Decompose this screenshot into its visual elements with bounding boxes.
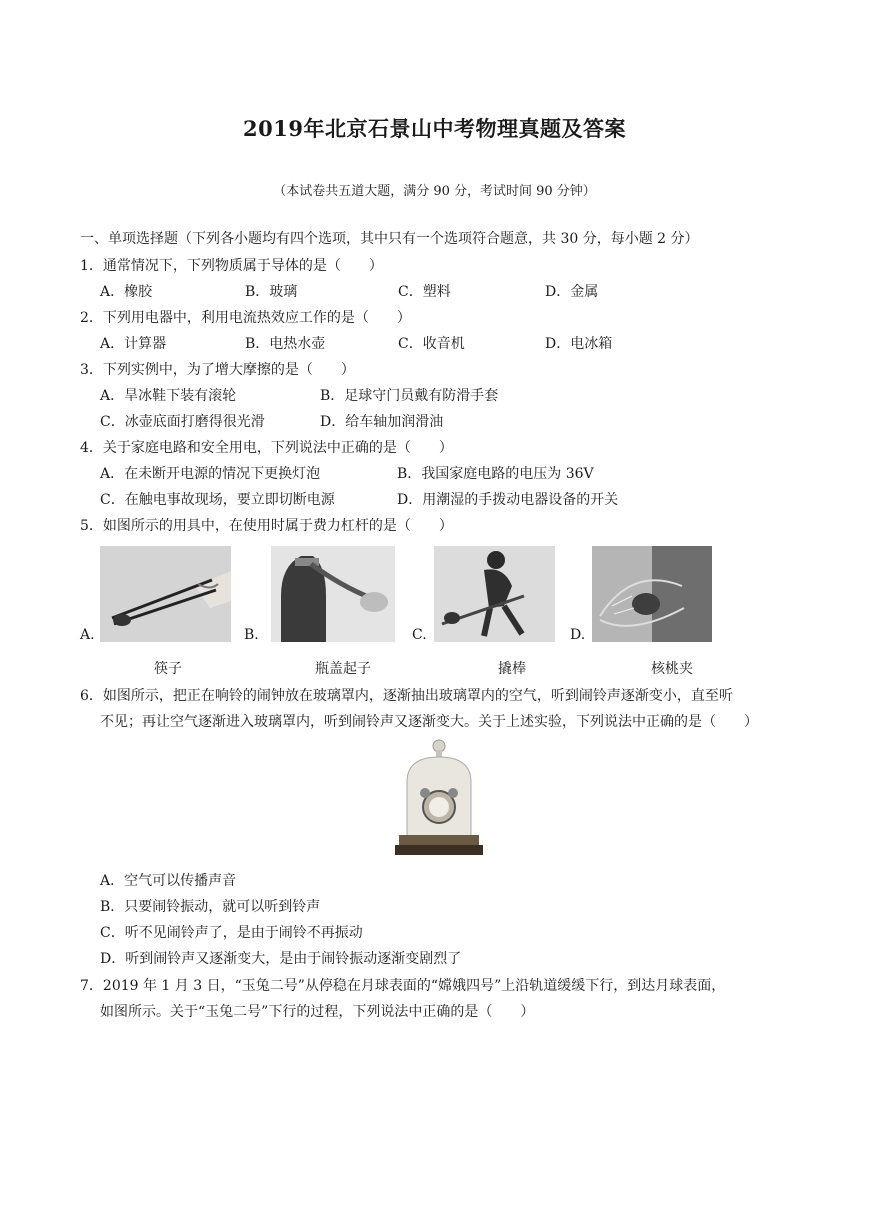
question-6-stem-line1: 6．如图所示，把正在响铃的闹钟放在玻璃罩内，逐渐抽出玻璃罩内的空气，听到闹铃声逐渐变小，直至听 <box>80 688 733 704</box>
figure-a-letter: A. <box>80 627 95 643</box>
caption-chopsticks: 筷子 <box>154 661 182 677</box>
question-1-option-c: C．塑料 <box>398 284 451 300</box>
question-5-stem: 5．如图所示的用具中，在使用时属于费力杠杆的是（ ） <box>80 518 453 534</box>
crowbar-photo <box>434 546 555 642</box>
question-7-stem-line2: 如图所示。关于“玉兔二号”下行的过程，下列说法中正确的是（ ） <box>100 1004 535 1020</box>
figure-c-letter: C. <box>412 627 427 643</box>
question-1-option-a: A．橡胶 <box>100 284 153 300</box>
caption-crowbar: 撬棒 <box>498 661 526 677</box>
question-2-option-d: D．电冰箱 <box>545 336 613 352</box>
question-4-option-b: B．我国家庭电路的电压为 36V <box>397 466 594 482</box>
question-6-option-d: D．听到闹铃声又逐渐变大，是由于闹铃振动逐渐变剧烈了 <box>100 951 462 967</box>
question-1-option-b: B．玻璃 <box>245 284 298 300</box>
figure-b-letter: B. <box>244 627 259 643</box>
question-1-option-d: D．金属 <box>545 284 599 300</box>
question-7-stem-line1: 7．2019 年 1 月 3 日，“玉兔二号”从停稳在月球表面的“嫦娥四号”上沿轨道缓缓下行，到达月球表面， <box>80 978 726 994</box>
question-2-option-a: A．计算器 <box>100 336 167 352</box>
caption-nutcracker: 核桃夹 <box>651 661 693 677</box>
exam-subtitle: （本试卷共五道大题，满分 90 分，考试时间 90 分钟） <box>273 184 596 199</box>
question-6-option-c: C．听不见闹铃声了，是由于闹铃不再振动 <box>100 925 363 941</box>
question-2-stem: 2．下列用电器中，利用电流热效应工作的是（ ） <box>80 310 411 326</box>
question-3-option-b: B．足球守门员戴有防滑手套 <box>320 388 499 404</box>
figure-d-letter: D. <box>570 627 586 643</box>
question-2-option-b: B．电热水壶 <box>245 336 326 352</box>
chopsticks-photo <box>100 546 231 642</box>
question-6-option-b: B．只要闹铃振动，就可以听到铃声 <box>100 899 321 915</box>
caption-bottle-opener: 瓶盖起子 <box>315 661 371 677</box>
section-heading: 一、单项选择题（下列各小题均有四个选项，其中只有一个选项符合题意，共 30 分，每小题 2 分） <box>80 231 699 247</box>
question-4-option-c: C．在触电事故现场，要立即切断电源 <box>100 492 335 508</box>
question-6-option-a: A．空气可以传播声音 <box>100 873 237 889</box>
bottle-opener-photo <box>271 546 395 642</box>
nutcracker-photo <box>592 546 712 642</box>
question-3-option-d: D．给车轴加润滑油 <box>320 414 444 430</box>
bell-jar-photo <box>393 737 485 863</box>
question-4-option-d: D．用潮湿的手拨动电器设备的开关 <box>397 492 619 508</box>
question-4-option-a: A．在未断开电源的情况下更换灯泡 <box>100 466 321 482</box>
question-2-option-c: C．收音机 <box>398 336 465 352</box>
question-1-stem: 1．通常情况下，下列物质属于导体的是（ ） <box>80 258 383 274</box>
question-6-stem-line2: 不见；再让空气逐渐进入玻璃罩内，听到闹铃声又逐渐变大。关于上述实验，下列说法中正确的是（ ） <box>100 714 758 730</box>
question-3-option-c: C．冰壶底面打磨得很光滑 <box>100 414 265 430</box>
page-title: 2019年北京石景山中考物理真题及答案 <box>243 116 626 141</box>
question-4-stem: 4．关于家庭电路和安全用电，下列说法中正确的是（ ） <box>80 440 453 456</box>
question-3-stem: 3．下列实例中，为了增大摩擦的是（ ） <box>80 362 355 378</box>
question-3-option-a: A．旱冰鞋下装有滚轮 <box>100 388 237 404</box>
